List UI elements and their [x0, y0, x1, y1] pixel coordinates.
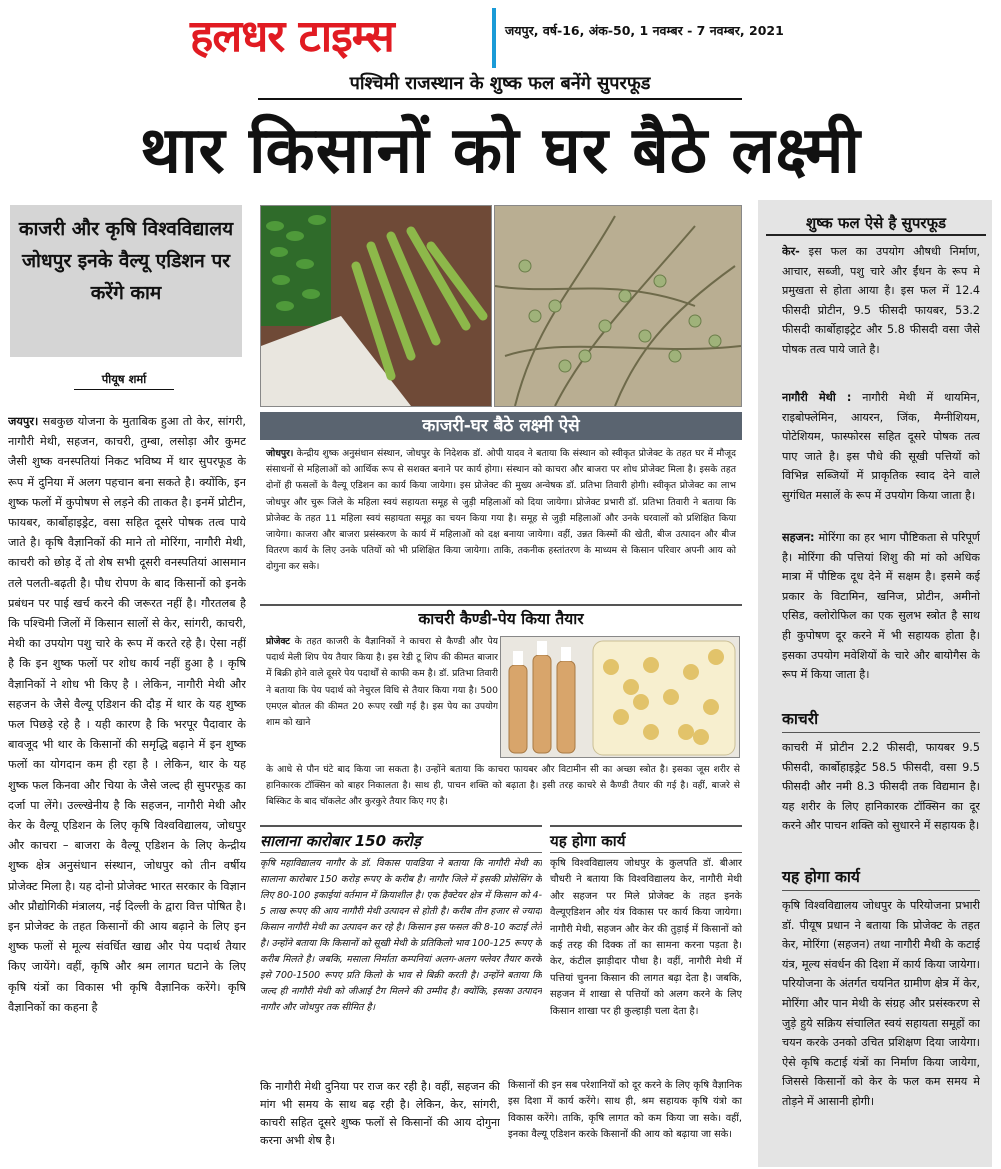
ker-bush-photo	[494, 205, 742, 407]
candy-subheading: काचरी कैण्डी-पेय किया तैयार	[260, 604, 742, 630]
kachri-text: काचरी में प्रोटीन 2.2 फीसदी, फायबर 9.5 फीसदी, कार्बोहाइड्रेट 58.5 फीसदी, वसा 9.5 फीसदी और नमी 8.3 फीसदी तक विद्यमान है। यह शरीर के लिए हानिकारक टॉक्सिन का दूर करने और पाचन शक्ति को सुधारने में सहायक है।	[782, 741, 980, 833]
kachri-heading: काचरी	[782, 710, 819, 728]
moringa-photo	[260, 205, 492, 407]
center-story-text: केन्द्रीय शुष्क अनुसंधान संस्थान, जोधपुर के निदेशक डॉ. ओपी यादव ने बताया कि संस्थान को स्वीकृत प्रोजेक्ट के तहत घर में मौजूद संसाधनों से महिलाओं को आर्थिक रूप से सशक्त बनाने पर कार्य होगा। संस्थान को काचरा और बाजरा पर शोध प्रोजेक्ट मिला है। इसके तहत दोनों ही फसलों के वैल्यू एडिशन का कार्य किया जायेगा। इस प्रोजेक्ट की मुख्य अन्वेषक डॉ. प्रतिभा तिवारी होगी। स्वीकृत प्रोजेक्ट का लाभ जोधपुर और चुरू जिले के महिला स्वयं सहायता समूह से जुड़ी महिलाओं को दिया जायेगा। प्रोजेक्ट प्रभारी डॉ. प्रतिभा तिवारी ने बताया कि प्रोजेक्ट के तहत 11 महिला स्वयं सहायता समूह का चयन किया गया है। समूह से जुड़ी महिलाओं और उनके घरवालों को प्रशिक्षित किया जायेगा। काजरा और बाजरा प्रसंस्करण के कार्य में महिलाओं को दक्ष बनाया जायेगा। वहीं, उन्नत किस्मों की खेती, बीज उत्पादन और बीज वितरण कार्य के लिए उनके पतियों को भी प्रशिक्षित किया जायेगा। ताकि, तकनीक हस्तांतरण के माध्यम से किसान परिवार अपनी आय को दोगुना कर सके।	[266, 448, 736, 573]
main-headline: थार किसानों को घर बैठे लक्ष्मी	[140, 114, 861, 188]
candy-body: के तहत काजरी के वैज्ञानिकों ने काचरा से कैण्डी और पेय पदार्थ मेली शिप पेय तैयार किया है। इस रेडी टू शिप की कीमत बाजार में बिक्री होने वाले दूसरे पेय पदार्थों से काफी कम है। डॉ. प्रतिभा तिवारी ने बताया कि पेय पदार्थ को नेचुरल विधि से तैयार किया गया है। 500 एमएल बोतल की कीमत 20 रूपए रखी गई है। इस पेय का उपयोग शाम को खाने	[266, 636, 498, 729]
work-rule	[550, 825, 742, 827]
bottom-work-continued: किसानों की इन सब परेशानियों को दूर करने के लिए कृषि वैज्ञानिक इस दिशा में कार्य करेंगे। साथ ही, श्रम सहायक कृषि यंत्रो का विकास करेंगे। ताकि, कृषि लागत को कम किया जा सके। वहीं, इनका वैल्यू एडिशन करके किसानों की आय को बढ़ाया जा सके।	[508, 1080, 742, 1141]
right-work-heading: यह होगा कार्य	[782, 868, 860, 886]
ker-label: केर-	[782, 245, 800, 258]
center-story-title: काजरी-घर बैठे लक्ष्मी ऐसे	[260, 412, 742, 440]
right-work-rule	[782, 890, 980, 891]
methi-text: नागौरी मेथी में थायमिन, राइबोफ्लेमिन, आयरन, जिंक, मैग्नीशियम, पोटेशियम, फास्फोरस सहित दूसरे पोषक तत्व पाए जाते है। इस पौधे की सूखी पत्तियों को विभिन्न सब्जियों में प्राकृतिक स्वाद देने वाले सुगंधित मसालें के रूप में उपयोग किया जाता है।	[782, 391, 980, 502]
kachri-products-photo	[500, 636, 740, 758]
turnover-heading: सालाना कारोबार 150 करोड़	[260, 830, 542, 853]
left-body-text: सबकुछ योजना के मुताबिक हुआ तो केर, सांगरी, नागौरी मेथी, सहजन, काचरी, तुम्बा, लसोड़ा और कुमट जैसी शुष्क वनस्पतियां निकट भविष्य में थार सुपरफूड के रूप में दुनिया में अलग पहचान बना सकते है। क्योंकि, इन शुष्क फलों में कुपोषण से लड़ने की ताकत है। इनमें प्रोटीन, फायबर, कार्बोहाइड्रेट, वसा सहित दूसरे पोषक तत्व पाये जाते है। कृषि वैज्ञानिकों की माने तो मोरिंगा, नागौरी मेथी, काचरी को छोड़ दें तो शेष सभी दूसरी वनस्पतियां आसमान तले पलती-बढ़ती है। पौध रोपण के बाद किसानों को इनके प्रबंधन पर पाई खर्च करने की जरूरत नहीं है। गौरतलब है कि पश्चिमी जिलों में किसान सालों से केर, सांगरी, काचरी, मेथी का उपयोग पशु चारे के रूप में करते रहे है। ऐसा नहीं है कि इन शुष्क फलों पर शोध कार्य नहीं हुआ है । कृषि वैज्ञानिकों ने शोध भी किए है । लेकिन, नागौरी मेथी और सहजन के जैसे वैल्यू एडिशन की दौड़ में थार के यह शुष्क फल पिछड़े रहे है । यही कारण है कि भरपूर पैदावार के बावजूद भी थार के किसानों की समृद्धि बढ़ाने में इन शुष्क फलों का योगदान कम ही रहा है । लेकिन, थार के यह शुष्क फल किनवा और चिया के जैसे जल्द ही सुपरफूड का दर्जा पा लेंगे। उल्ल्खेनीय है कि सहजन, नागौरी मेथी और केर के वैल्यू एडिशन के लिए कृषि विश्वविद्यालय, जोधपुर और काचरा – बाजरा के वैल्यू एडिशन के लिए केन्द्रीय शुष्क क्षेत्र अनुसंधान संस्थान, जोधपुर को तीन वर्षीय प्रोजेक्ट मिला है। यह दोनो प्रोजेक्ट भारत सरकार के विज्ञान और प्रौद्योगिकी मंत्रालय, नई दिल्ली के द्वारा वित्त पोषित है। इन प्रोजेक्ट के तहत किसानों की आय बढ़ाने के लिए इन शुष्क फलों से मूल्य संवर्धित खाद्य और पेय पदार्थ तैयार किए जायेंगे। वहीं, कृषि और श्रम लागत घटाने के लिए कृषि यंत्रों का विकास भी कृषि वैज्ञानिक करेंगे। कृषि वैज्ञानिकों का कहना है	[8, 415, 246, 1014]
candy-text	[266, 634, 498, 762]
sahjan-text: मोरिंगा का हर भाग पौष्टिकता से परिपूर्ण है। मोरिंगा की पत्तियां शिशु की मां को अधिक मात्रा में पौष्टिक दूध देने में सक्षम है। इसमे कई प्रकार के विटामिन, खनिज, प्रोटीन, अमीनो एसिड, क्लोरोफिल का एक सुलभ स्त्रोत है साथ ही कुपोषण दूर करने में भी सहायक होता है। इसका उपयोग मवेशियों के चारे और बायोगैस के रूप में किया जाता है।	[782, 531, 980, 682]
center-story-body	[260, 442, 742, 602]
byline: पीयूष शर्मा	[74, 372, 174, 390]
turnover-text: कृषि महाविद्यालय नागौर के डॉ. विकास पावडिया ने बताया कि नागौरी मेथी का सालाना कारोबार 150 करोड़ रूपए के करीब है। नागौर जिले में इसकी प्रोसेसिंग के लिए 80-100 इकाईयां वर्तमान में क्रियाशील है। एक हैक्टेयर क्षेत्र में किसान को 4-5 लाख रूपए की आय नागौरी मेथी उत्पादन से होती है। करीब तीन हजार से ज्यादा किसान नागौरी मेथी का उत्पादन कर रहे है। किसान इस फसल की 8-10 कटाई लेते है। उन्होंने बताया कि किसानों को सूखी मेथी के प्रतिकिलो भाव 100-125 रूपए के करीब मिलते है। जबकि, मसाला निर्माता कम्पनियां अलग-अलग फ्लेवर तैयार करके इसे 700-1500 रूपए प्रति किलो के भाव से बिक्री करती है। उन्होंने बताया कि जल्द ही नागौरी मेथी को जीआई टैग मिलने की उम्मीद है। क्योंकि, इसका उत्पादन नागौर और जोधपुर तक सीमित है।	[260, 858, 542, 1013]
dateline: जयपुर, वर्ष-16, अंक-50, 1 नवम्बर - 7 नवम्बर, 2021	[505, 23, 784, 38]
sahjan-label: सहजन:	[782, 531, 815, 544]
methi-paragraph	[782, 388, 980, 524]
kachri-rule	[782, 732, 980, 733]
newspaper-masthead: हलधर टाइम्स	[190, 11, 394, 62]
left-side-headline: काजरी और कृषि विश्वविद्यालय जोधपुर इनके वैल्यू एडिशन पर करेंगे काम	[10, 205, 242, 357]
left-column-body	[8, 412, 246, 1167]
ker-paragraph	[782, 242, 980, 380]
center-story-lead: जोधपुर।	[266, 448, 294, 459]
sahjan-paragraph	[782, 528, 980, 706]
candy-text-continued: के आधे से पौन घंटे बाद किया जा सकता है। उन्होंने बताया कि काचरा फायबर और विटामीन सी का अच्छा स्त्रोत है। इसका जूस शरीर से हानिकारक टॉक्सिन को बाहर निकालता है। साथ ही, पाचन शक्ति को बढ़ाता है। इसी तरह काचरे से कैण्डी तैयार की गई है। वहीं, बाजरे से बिस्किट के बाद चॉकलेट और कुरकुरे तैयार किए गए है।	[266, 764, 740, 808]
methi-label: नागौरी मेथी :	[782, 391, 852, 404]
turnover-rule	[260, 825, 542, 827]
work-heading: यह होगा कार्य	[550, 830, 742, 853]
left-dateline-lead: जयपुर।	[8, 415, 39, 428]
work-text: कृषि विश्वविद्यालय जोधपुर के कुलपति डॉ. बीआर चौधरी ने बताया कि विश्वविद्यालय केर, नागौरी मेथी और सहजन पर मिले प्रोजेक्ट के तहत इनके वैल्यूएडिशन और यंत्र विकास पर कार्य किया जायेगा। नागौरी मेथी, सहजन और केर की तुड़ाई में किसानों को कई तरह की दिक्क तों का सामना करना पड़ता है। केर, कंटील झाड़ीदार पौधा है। वहीं, नागौरी मेथी में पत्तियां चुनना किसान की लागत बढ़ा देता है। जबकि, सहजन में शाखा से पत्तियों को अलग करने के लिए किसान शाखा पर ही कुल्हाड़ी चला देता है।	[550, 858, 742, 1017]
right-sidebar-title: शुष्क फल ऐसे है सुपरफूड	[766, 212, 986, 236]
candy-lead: प्रोजेक्ट	[266, 636, 291, 647]
bottom-continued-text: कि नागौरी मेथी दुनिया पर राज कर रही है। वहीं, सहजन की मांग भी समय के साथ बढ़ रही है। लेकिन, केर, सांगरी, काचरी सहित दूसरे शुष्क फलों से किसानों की आय दोगुना करना अभी शेष है।	[260, 1080, 500, 1147]
masthead-divider	[492, 8, 496, 68]
ker-text: इस फल का उपयोग औषधी निर्माण, आचार, सब्जी, पशु चारे और ईंधन के रूप मे प्रमुखता से होता आया है। इस फल में 12.4 फीसदी प्रोटीन, 9.5 फीसदी फायबर, 53.2 फीसदी कार्बोहाइट्रेट और 5.8 फीसदी वसा जैसे पोषक तत्व पाये जाते है।	[782, 245, 980, 356]
right-work-text: कृषि विश्वविद्यालय जोधपुर के परियोजना प्रभारी डॉ. पीयूष प्रधान ने बताया कि प्रोजेक्ट के तहत केर, मोरिंगा (सहजन) तथा नागौरी मैथी के कटाई यंत्र, मूल्य संवर्धन की दिशा में कार्य किया जायेगा। परियोजना के अंतर्गत चयनित ग्रामीण क्षेत्र में केर, मोरिंगा और पान मेथी के संग्रह और प्रसंस्करण से जुड़े हुये सक्रिय संचालित स्वयं सहायता समूहों का चयन करके उनको उचित प्रशिक्षण दिया जायेगा। ऐसे कृषि कटाई यंत्रों का निर्माण किया जायेगा, जिससे किसानों को केर के फल कम समय मे तोड़ने में आसानी होगी।	[782, 899, 980, 1108]
kicker-headline: पश्चिमी राजस्थान के शुष्क फल बनेंगे सुपरफूड	[258, 70, 742, 100]
